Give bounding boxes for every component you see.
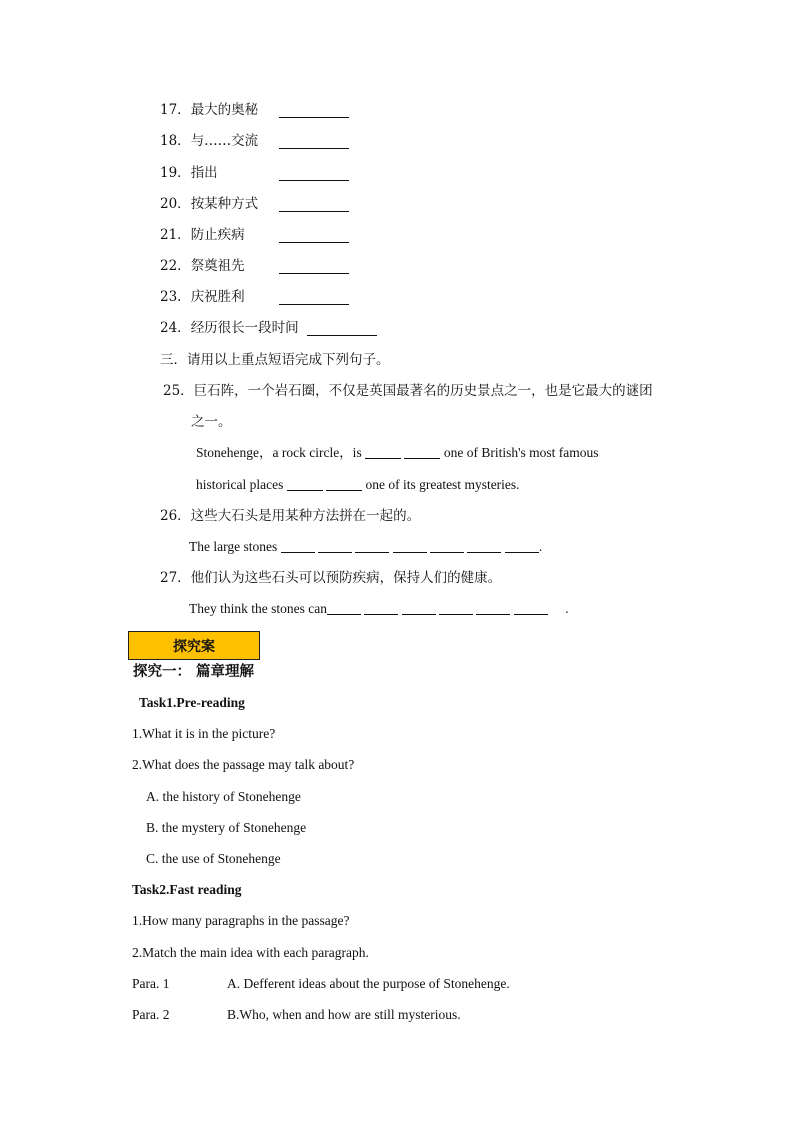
answer-blank[interactable] xyxy=(514,600,548,615)
vocab-num: 22． xyxy=(160,258,191,274)
answer-blank[interactable] xyxy=(393,538,427,553)
question-25-cn-cont: 之一。 xyxy=(191,414,232,430)
vocab-item-22 xyxy=(160,257,245,275)
task2-question-1: 1.How many paragraphs in the passage? xyxy=(132,913,350,928)
answer-blank[interactable] xyxy=(279,290,349,305)
vocab-text: 防止疾病 xyxy=(190,227,245,243)
answer-blank[interactable] xyxy=(326,476,362,491)
sentence-end: . xyxy=(538,539,543,554)
answer-blank[interactable] xyxy=(365,444,401,459)
task1-question-1: 1.What it is in the picture? xyxy=(132,726,276,741)
answer-blank[interactable] xyxy=(476,600,510,615)
question-25-cn: 25．巨石阵，一个岩石圈，不仅是英国最著名的历史景点之一，也是它最大的谜团 xyxy=(163,383,653,399)
answer-blank[interactable] xyxy=(505,538,539,553)
vocab-num: 23． xyxy=(160,289,191,305)
answer-blank[interactable] xyxy=(364,600,398,615)
option-a: A. the history of Stonehenge xyxy=(146,789,301,804)
vocab-text: 祭奠祖先 xyxy=(190,258,245,274)
option-c: C. the use of Stonehenge xyxy=(146,851,281,866)
question-25-en-line1 xyxy=(196,444,599,462)
vocab-text: 按某种方式 xyxy=(190,196,259,212)
sentence-text: one of its greatest mysteries. xyxy=(365,477,520,492)
answer-blank[interactable] xyxy=(279,259,349,274)
answer-blank[interactable] xyxy=(318,538,352,553)
answer-blank[interactable] xyxy=(287,476,323,491)
answer-blank[interactable] xyxy=(355,538,389,553)
vocab-text: 与……交流 xyxy=(190,133,259,149)
vocab-text: 最大的奥秘 xyxy=(190,102,259,118)
answer-blank[interactable] xyxy=(327,600,361,615)
answer-blank[interactable] xyxy=(402,600,436,615)
vocab-item-19 xyxy=(160,164,218,182)
vocab-text: 庆祝胜利 xyxy=(190,289,245,305)
section-title: 三．请用以上重点短语完成下列句子。 xyxy=(160,352,390,368)
question-27-cn: 27．他们认为这些石头可以预防疾病，保持人们的健康。 xyxy=(160,570,502,586)
answer-blank[interactable] xyxy=(307,321,377,336)
sentence-text: Stonehenge，a rock circle，is xyxy=(196,445,362,460)
answer-blank[interactable] xyxy=(279,166,349,181)
vocab-text: 指出 xyxy=(190,165,218,181)
option-b: B. the mystery of Stonehenge xyxy=(146,820,307,835)
answer-blank[interactable] xyxy=(439,600,473,615)
sentence-text: The large stones xyxy=(189,539,278,554)
answer-blank[interactable] xyxy=(404,444,440,459)
task2-title: Task2.Fast reading xyxy=(132,882,242,897)
answer-blank[interactable] xyxy=(279,197,349,212)
vocab-num: 18． xyxy=(160,133,191,149)
task2-question-2: 2.Match the main idea with each paragraph. xyxy=(132,945,369,960)
vocab-item-17 xyxy=(160,101,258,119)
vocab-num: 20． xyxy=(160,196,191,212)
question-27-en xyxy=(189,600,569,618)
vocab-item-21 xyxy=(160,226,245,244)
sentence-text: historical places xyxy=(196,477,284,492)
answer-blank[interactable] xyxy=(279,228,349,243)
question-25-en-line2 xyxy=(196,476,520,494)
vocab-num: 21． xyxy=(160,227,191,243)
sentence-end: . xyxy=(565,601,569,616)
main-idea-b: B.Who, when and how are still mysterious. xyxy=(227,1007,461,1022)
task1-title: Task1.Pre-reading xyxy=(139,695,245,710)
answer-blank[interactable] xyxy=(467,538,501,553)
para-label-2: Para. 2 xyxy=(132,1007,170,1022)
vocab-text: 经历很长一段时间 xyxy=(190,320,299,336)
vocab-item-18 xyxy=(160,132,258,150)
vocab-item-23 xyxy=(160,288,245,306)
section-label-box: 探究案 xyxy=(128,631,260,660)
vocab-num: 17． xyxy=(160,102,191,118)
task1-question-2: 2.What does the passage may talk about? xyxy=(132,757,355,772)
vocab-item-24 xyxy=(160,319,299,337)
vocab-num: 24． xyxy=(160,320,191,336)
vocab-item-20 xyxy=(160,195,258,213)
main-idea-a: A. Defferent ideas about the purpose of Stonehenge. xyxy=(227,976,510,991)
explore-title: 探究一： 篇章理解 xyxy=(133,663,255,680)
para-label-1: Para. 1 xyxy=(132,976,170,991)
question-26-cn: 26．这些大石头是用某种方法拼在一起的。 xyxy=(160,508,421,524)
answer-blank[interactable] xyxy=(281,538,315,553)
answer-blank[interactable] xyxy=(430,538,464,553)
answer-blank[interactable] xyxy=(279,103,349,118)
answer-blank[interactable] xyxy=(279,134,349,149)
sentence-text: one of British's most famous xyxy=(443,445,599,460)
vocab-num: 19． xyxy=(160,165,191,181)
question-26-en xyxy=(189,538,542,556)
sentence-text: They think the stones can xyxy=(189,601,327,616)
